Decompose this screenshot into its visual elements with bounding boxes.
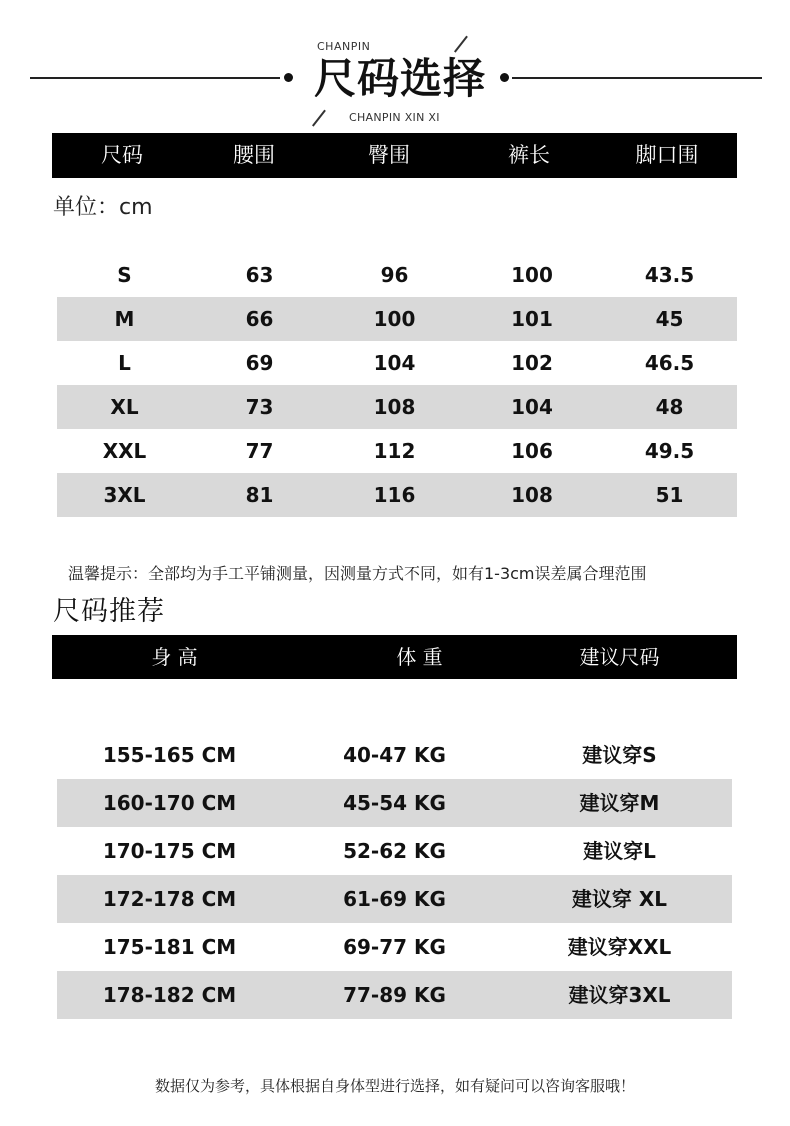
col-header-length: 裤长 (508, 143, 550, 167)
cell-weight: 52-62 KG (343, 839, 446, 863)
cell-suggested-size: 建议穿XXL (567, 935, 672, 959)
cell-waist: 66 (245, 307, 274, 331)
cell-length: 101 (511, 307, 553, 331)
col-header-waist: 腰围 (233, 143, 275, 167)
cell-leg-opening: 45 (655, 307, 684, 331)
cell-weight: 61-69 KG (343, 887, 446, 911)
col-header-leg-opening: 脚口围 (635, 143, 699, 167)
unit-label: 单位：cm (53, 195, 153, 220)
cell-hip: 108 (373, 395, 416, 419)
cell-length: 104 (511, 395, 553, 419)
cell-waist: 81 (245, 483, 274, 507)
table-row (57, 827, 732, 875)
cell-size: XL (110, 395, 139, 419)
cell-leg-opening: 51 (655, 483, 684, 507)
table-row (57, 473, 737, 517)
cell-hip: 96 (380, 263, 409, 287)
header-rule-left (30, 77, 280, 79)
cell-hip: 104 (373, 351, 416, 375)
cell-leg-opening: 48 (655, 395, 684, 419)
cell-hip: 116 (373, 483, 416, 507)
cell-weight: 77-89 KG (343, 983, 446, 1007)
cell-height: 172-178 CM (102, 887, 237, 911)
header-dot-left (284, 73, 293, 82)
cell-hip: 112 (373, 439, 416, 463)
cell-length: 108 (511, 483, 553, 507)
page-title: 尺码选择 (313, 54, 486, 103)
cell-suggested-size: 建议穿3XL (568, 983, 671, 1007)
table-row (57, 731, 732, 779)
cell-size: 3XL (103, 483, 146, 507)
header-eng-bottom: CHANPIN XIN XI (349, 111, 440, 124)
cell-suggested-size: 建议穿L (583, 839, 656, 863)
cell-height: 178-182 CM (102, 983, 237, 1007)
cell-height: 170-175 CM (102, 839, 237, 863)
cell-size: M (114, 307, 135, 331)
col-header-hip: 臀围 (368, 143, 410, 167)
size-table-header (52, 133, 737, 178)
table-row (57, 779, 732, 827)
header-slash-bottom (312, 110, 325, 127)
table-row (57, 297, 737, 341)
col-header-height: 身 高 (151, 645, 198, 669)
cell-size: L (118, 351, 131, 375)
cell-size: S (117, 263, 132, 287)
cell-waist: 69 (245, 351, 274, 375)
cell-size: XXL (102, 439, 147, 463)
cell-waist: 77 (245, 439, 274, 463)
cell-weight: 69-77 KG (343, 935, 446, 959)
header-slash-top (454, 36, 467, 53)
cell-length: 102 (511, 351, 553, 375)
cell-height: 160-170 CM (102, 791, 237, 815)
cell-leg-opening: 46.5 (644, 351, 695, 375)
cell-suggested-size: 建议穿M (579, 791, 660, 815)
cell-leg-opening: 49.5 (644, 439, 695, 463)
table-row (57, 385, 737, 429)
header-dot-right (500, 73, 509, 82)
cell-length: 100 (511, 263, 553, 287)
table-row (57, 875, 732, 923)
table-row (57, 341, 737, 385)
header-eng-top: CHANPIN (317, 40, 371, 53)
cell-height: 155-165 CM (102, 743, 237, 767)
table-row (57, 923, 732, 971)
cell-weight: 40-47 KG (343, 743, 446, 767)
cell-suggested-size: 建议穿S (582, 743, 657, 767)
col-header-weight: 体 重 (396, 645, 443, 669)
col-header-size: 尺码 (101, 143, 143, 167)
cell-length: 106 (511, 439, 553, 463)
measurement-tip: 温馨提示：全部均为手工平铺测量，因测量方式不同，如有1-3cm误差属合理范围 (68, 564, 647, 583)
header-rule-right (512, 77, 762, 79)
cell-hip: 100 (373, 307, 416, 331)
cell-waist: 73 (245, 395, 274, 419)
cell-suggested-size: 建议穿 XL (571, 887, 668, 911)
cell-waist: 63 (245, 263, 274, 287)
recommend-table-header (52, 635, 737, 679)
recommend-title: 尺码推荐 (53, 596, 165, 627)
col-header-suggested-size: 建议尺码 (579, 645, 660, 669)
table-row (57, 971, 732, 1019)
footer-note: 数据仅为参考，具体根据自身体型进行选择，如有疑问可以咨询客服哦！ (154, 1077, 635, 1095)
cell-height: 175-181 CM (102, 935, 237, 959)
table-row (57, 253, 737, 297)
cell-leg-opening: 43.5 (644, 263, 695, 287)
recommend-table-body (57, 731, 732, 1019)
table-row (57, 429, 737, 473)
cell-weight: 45-54 KG (343, 791, 446, 815)
size-table-body (57, 253, 737, 517)
